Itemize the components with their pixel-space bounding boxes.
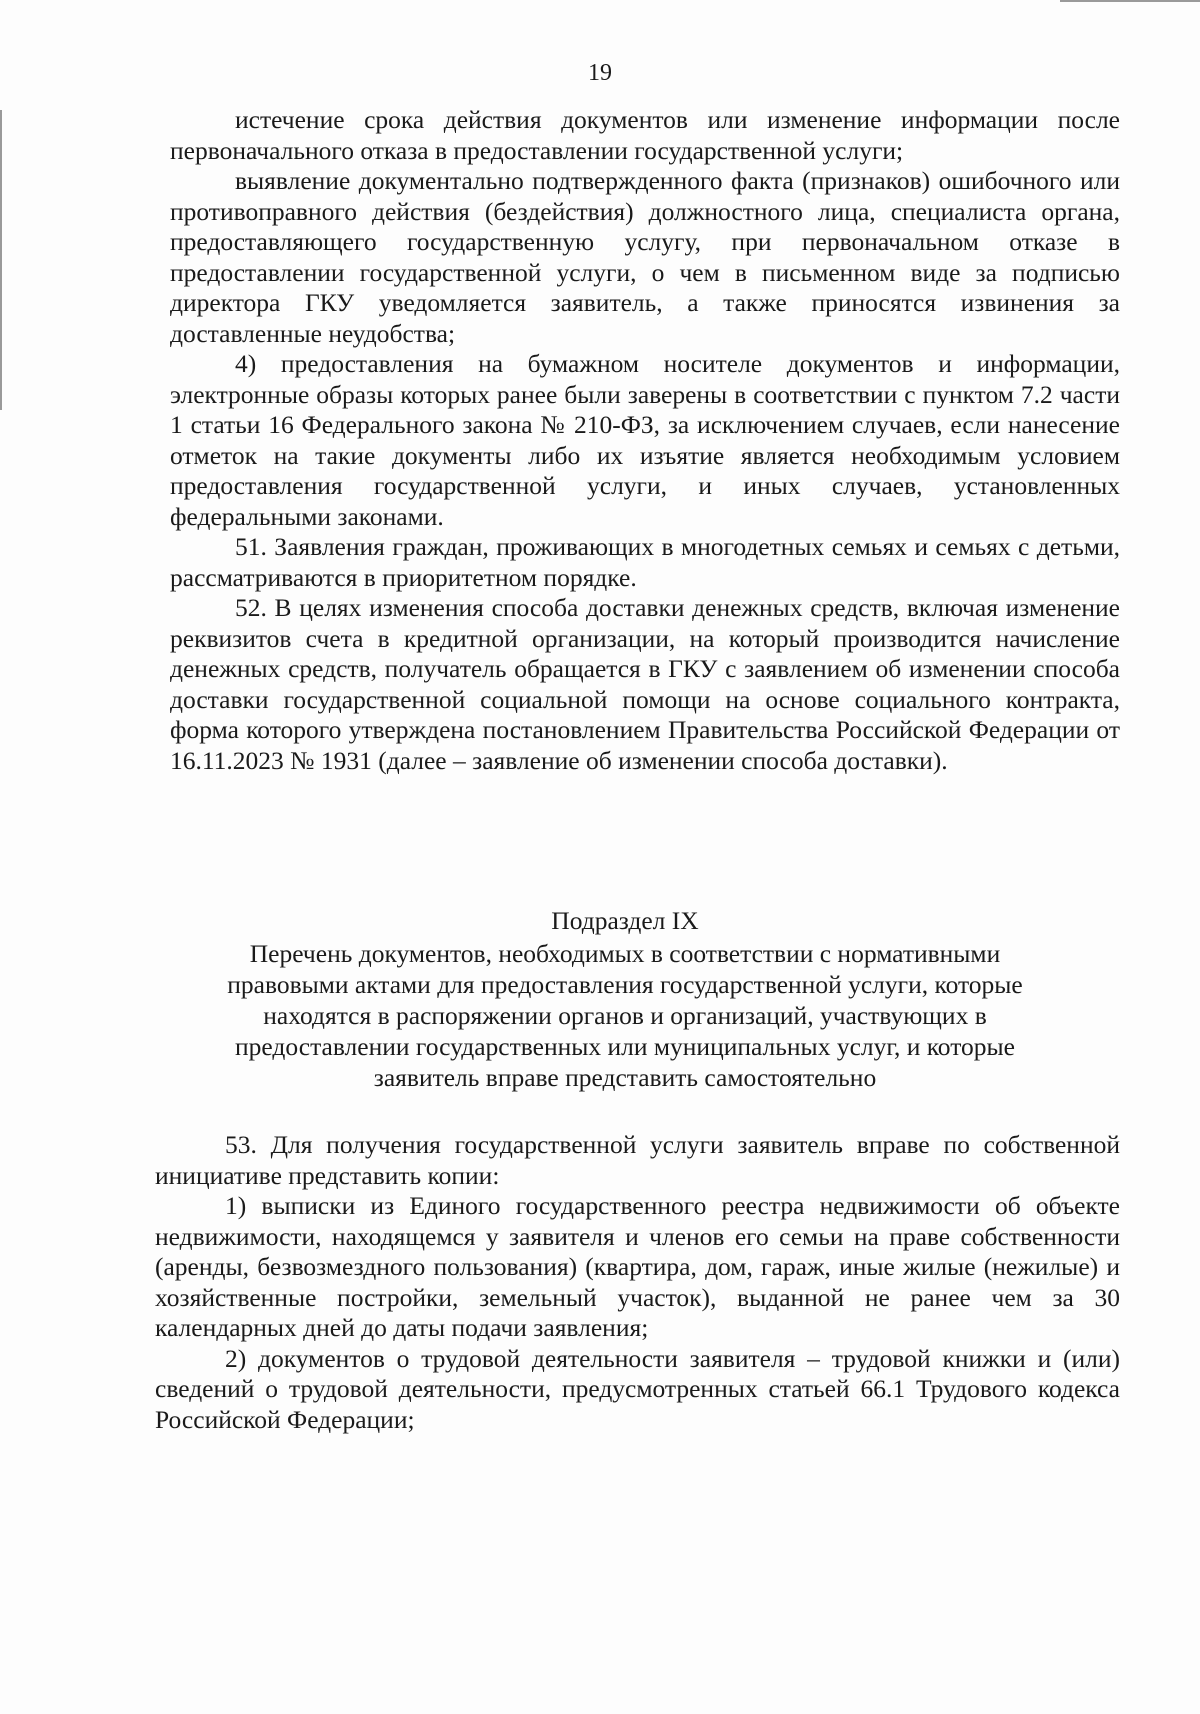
subsection-title: Подраздел IX bbox=[551, 906, 699, 935]
page-number: 19 bbox=[588, 60, 612, 86]
body-text-top bbox=[170, 105, 1120, 776]
subsection-heading-block bbox=[130, 905, 1120, 1093]
paragraph-item-1: 1) выписки из Единого государственного реестра недвижимости об объекте недвижимости, находящемся у заявителя и членов его семьи на праве собственности (аренды, безвозмездного пользования) (квартира, дом, гараж, иные жилые (нежилые) и хозяйственные постройки, земельный участок), выданной не ранее чем за 30 календарных дней до даты подачи заявления; bbox=[155, 1191, 1120, 1342]
scan-edge-top bbox=[1060, 0, 1200, 2]
paragraph-item-2: 2) документов о трудовой деятельности заявителя – трудовой книжки и (или) сведений о трудовой деятельности, предусмотренных статьей 66.1 Трудового кодекса Российской Федерации; bbox=[155, 1343, 1120, 1434]
paragraph-item-4: 4) предоставления на бумажном носителе документов и информации, электронные образы которых ранее были заверены в соответствии с пунктом 7.2 части 1 статьи 16 Федерального закона № 210-ФЗ, за исключением случаев, если нанесение отметок на такие документы либо их изъятие является необходимым условием предоставления государственной услуги, и иных случаев, установленных федеральными законами. bbox=[170, 349, 1120, 531]
paragraph-51: 51. Заявления граждан, проживающих в многодетных семьях и семьях с детьми, рассматриваются в приоритетном порядке. bbox=[170, 532, 1120, 592]
paragraph-53: 53. Для получения государственной услуги заявитель вправе по собственной инициативе представить копии: bbox=[155, 1130, 1120, 1190]
paragraph-52: 52. В целях изменения способа доставки денежных средств, включая изменение реквизитов счета в кредитной организации, на который производится начисление денежных средств, получатель обращается в ГКУ с заявлением об изменении способа доставки государственной социальной помощи на основе социального контракта, форма которого утверждена постановлением Правительства Российской Федерации от 16.11.2023 № 1931 (далее – заявление об изменении способа доставки). bbox=[170, 593, 1120, 775]
paragraph-error-detection: выявление документально подтвержденного факта (признаков) ошибочного или противоправного действия (бездействия) должностного лица, специалиста органа, предоставляющего государственную услугу, при первоначальном отказе в предоставлении государственной услуги, о чем в письменном виде за подписью директора ГКУ уведомляется заявитель, а также приносятся извинения за доставленные неудобства; bbox=[170, 166, 1120, 348]
subsection-heading: Перечень документов, необходимых в соответствии с нормативными правовыми актами для предоставления государственной услуги, которые находятся в распоряжении органов и организаций, участвующих в предоставлении государственных или муниципальных услуг, и которые заявитель вправе представить самостоятельно bbox=[227, 939, 1023, 1092]
paragraph-expiry: истечение срока действия документов или изменение информации после первоначального отказа в предоставлении государственной услуги; bbox=[170, 105, 1120, 165]
scan-edge-left bbox=[0, 110, 2, 410]
body-text-bottom bbox=[155, 1130, 1120, 1435]
